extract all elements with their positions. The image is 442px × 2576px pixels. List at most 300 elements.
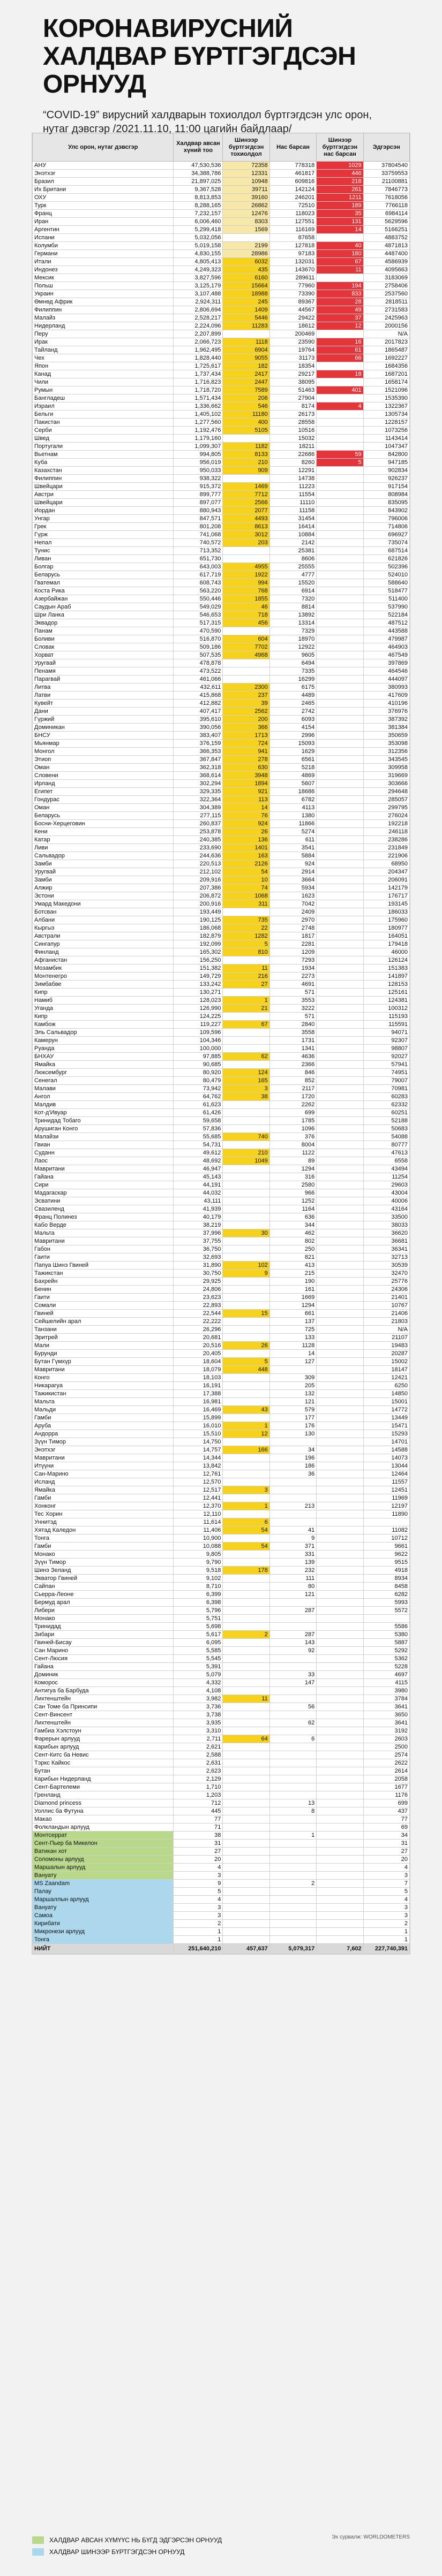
table-row — [33, 611, 410, 619]
country-cell: Тажикстан — [33, 1270, 174, 1278]
new-deaths-cell — [317, 1671, 363, 1679]
new-cases-cell — [223, 1294, 269, 1302]
country-cell: Свазиленд — [33, 1205, 174, 1213]
new-deaths-cell — [317, 595, 363, 603]
new-deaths-cell — [317, 1711, 363, 1719]
country-cell: Замби — [33, 876, 174, 884]
recovered-cell: 164051 — [363, 932, 409, 940]
cases-cell: 220,513 — [174, 860, 223, 868]
table-row — [33, 1189, 410, 1197]
new-cases-cell: 30 — [223, 1229, 269, 1237]
recovered-cell: 69 — [363, 1823, 409, 1832]
recovered-cell: 1176 — [363, 1791, 409, 1799]
new-deaths-cell — [317, 732, 363, 740]
deaths-cell: 142124 — [269, 186, 316, 194]
new-deaths-cell: 40 — [317, 242, 363, 250]
cases-cell: 5,545 — [174, 1655, 223, 1663]
deaths-cell: 18354 — [269, 362, 316, 370]
cases-cell: 57,836 — [174, 1125, 223, 1133]
country-cell: Лихтенштейн — [33, 1695, 174, 1703]
new-deaths-cell — [317, 1270, 363, 1278]
country-cell: Бурунди — [33, 1350, 174, 1358]
recovered-cell: 4871813 — [363, 242, 409, 250]
deaths-cell: 1164 — [269, 1205, 316, 1213]
table-row — [33, 1542, 410, 1551]
deaths-cell: 371 — [269, 1542, 316, 1551]
table-row — [33, 1711, 410, 1719]
country-cell: Аруба — [33, 1422, 174, 1430]
deaths-cell: 1785 — [269, 1117, 316, 1125]
recovered-cell: 238286 — [363, 836, 409, 844]
new-cases-cell: 28986 — [223, 250, 269, 258]
new-deaths-cell — [317, 1205, 363, 1213]
country-cell: Доминик — [33, 1671, 174, 1679]
country-cell: Монако — [33, 1615, 174, 1623]
new-deaths-cell — [317, 635, 363, 643]
cases-cell: 133,242 — [174, 981, 223, 989]
table-row — [33, 1165, 410, 1173]
new-deaths-cell — [317, 1382, 363, 1390]
new-deaths-cell — [317, 1510, 363, 1518]
cases-cell: 4 — [174, 1896, 223, 1904]
table-row — [33, 1599, 410, 1607]
cases-cell: 713,352 — [174, 547, 223, 555]
table-row — [33, 1045, 410, 1053]
new-deaths-cell — [317, 667, 363, 675]
country-cell: Бермуд арал — [33, 1599, 174, 1607]
deaths-cell: 127818 — [269, 242, 316, 250]
recovered-cell: 5166251 — [363, 226, 409, 234]
new-cases-cell: 2 — [223, 1631, 269, 1639]
new-deaths-cell — [317, 362, 363, 370]
deaths-cell — [269, 1518, 316, 1526]
country-cell: Кипр — [33, 989, 174, 997]
deaths-cell: 77960 — [269, 282, 316, 290]
cases-cell: 847,571 — [174, 515, 223, 523]
new-cases-cell: 39160 — [223, 194, 269, 202]
cases-cell: 546,653 — [174, 611, 223, 619]
cases-cell: 5,032,056 — [174, 234, 223, 242]
new-cases-cell — [223, 1623, 269, 1631]
recovered-cell: 2500 — [363, 1743, 409, 1751]
new-deaths-cell — [317, 1093, 363, 1101]
table-row — [33, 635, 410, 643]
new-cases-cell: 5446 — [223, 314, 269, 322]
country-cell: Ботсван — [33, 908, 174, 916]
country-cell: Хорват — [33, 651, 174, 659]
cases-cell: 30,750 — [174, 1270, 223, 1278]
recovered-cell: 843902 — [363, 507, 409, 515]
new-cases-cell: 26862 — [223, 202, 269, 210]
new-deaths-cell — [317, 1478, 363, 1486]
cases-cell: 2,066,723 — [174, 338, 223, 346]
table-row — [33, 1302, 410, 1310]
deaths-cell: 44567 — [269, 306, 316, 314]
country-cell: Ливи — [33, 844, 174, 852]
new-cases-cell: 15 — [223, 1310, 269, 1318]
new-deaths-cell — [317, 1173, 363, 1181]
deaths-cell: 462 — [269, 1229, 316, 1237]
recovered-cell: 40006 — [363, 1197, 409, 1205]
cases-cell: 12,110 — [174, 1510, 223, 1518]
new-cases-cell — [223, 1197, 269, 1205]
new-deaths-cell — [317, 1623, 363, 1631]
deaths-cell: 31173 — [269, 354, 316, 362]
country-cell: Мозамбик — [33, 964, 174, 972]
table-row — [33, 226, 410, 234]
table-row — [33, 483, 410, 491]
country-cell: Сейшелийн арал — [33, 1318, 174, 1326]
new-cases-cell — [223, 1848, 269, 1856]
deaths-cell: 11158 — [269, 507, 316, 515]
cases-cell: 651,730 — [174, 555, 223, 563]
table-row — [33, 1615, 410, 1623]
new-cases-cell — [223, 435, 269, 443]
cases-cell: 109,596 — [174, 1029, 223, 1037]
country-cell: Чили — [33, 378, 174, 386]
new-cases-cell — [223, 1647, 269, 1655]
deaths-cell: 22686 — [269, 451, 316, 459]
cases-cell: 2,224,096 — [174, 322, 223, 330]
new-cases-cell: 7589 — [223, 386, 269, 394]
table-row — [33, 876, 410, 884]
recovered-cell: 2425963 — [363, 314, 409, 322]
new-cases-cell: 136 — [223, 836, 269, 844]
new-cases-cell — [223, 989, 269, 997]
cases-cell: 1,277,560 — [174, 419, 223, 427]
new-deaths-cell — [317, 611, 363, 619]
country-cell: Гамбиа Хэлстоун — [33, 1727, 174, 1735]
new-cases-cell: 200 — [223, 716, 269, 724]
country-cell: Сингапур — [33, 940, 174, 948]
new-deaths-cell — [317, 1470, 363, 1478]
table-row — [33, 170, 410, 178]
deaths-cell: 51463 — [269, 386, 316, 394]
recovered-cell: 15471 — [363, 1422, 409, 1430]
cases-cell: 478,878 — [174, 659, 223, 667]
deaths-cell: 31454 — [269, 515, 316, 523]
new-deaths-cell — [317, 796, 363, 804]
new-deaths-cell — [317, 844, 363, 852]
recovered-cell: 141897 — [363, 972, 409, 981]
new-cases-cell — [223, 1799, 269, 1807]
table-row — [33, 1783, 410, 1791]
cases-cell: 322,364 — [174, 796, 223, 804]
table-row — [33, 1872, 410, 1880]
cases-cell: 22,893 — [174, 1302, 223, 1310]
new-deaths-cell — [317, 627, 363, 635]
country-cell: Исланд — [33, 1478, 174, 1486]
new-deaths-cell — [317, 1294, 363, 1302]
cases-cell: 549,029 — [174, 603, 223, 611]
table-row — [33, 748, 410, 756]
recovered-cell: 1 — [363, 1936, 409, 1944]
table-row — [33, 989, 410, 997]
cases-cell: 38 — [174, 1832, 223, 1840]
new-deaths-cell — [317, 234, 363, 242]
table-row — [33, 1318, 410, 1326]
table-row — [33, 1278, 410, 1286]
cases-cell: 165,302 — [174, 948, 223, 956]
table-row — [33, 812, 410, 820]
new-deaths-cell — [317, 1872, 363, 1880]
cases-cell: 8,288,165 — [174, 202, 223, 210]
table-row — [33, 828, 410, 836]
new-cases-cell — [223, 1743, 269, 1751]
country-cell: Иран — [33, 218, 174, 226]
table-row — [33, 1286, 410, 1294]
country-cell: Португали — [33, 443, 174, 451]
recovered-cell: 735074 — [363, 539, 409, 547]
new-deaths-cell — [317, 1326, 363, 1334]
cases-cell: 1,571,434 — [174, 394, 223, 402]
new-deaths-cell — [317, 1880, 363, 1888]
country-cell: Словени — [33, 772, 174, 780]
recovered-cell: 46000 — [363, 948, 409, 956]
table-row — [33, 820, 410, 828]
deaths-cell: 18686 — [269, 788, 316, 796]
table-row — [33, 619, 410, 627]
cases-cell: 233,690 — [174, 844, 223, 852]
new-cases-cell: 54 — [223, 1542, 269, 1551]
table-row — [33, 242, 410, 250]
country-cell: Иордан — [33, 507, 174, 515]
new-cases-cell — [223, 1663, 269, 1671]
country-cell: Гвиней-Бисау — [33, 1639, 174, 1647]
table-row — [33, 547, 410, 555]
recovered-cell: 29603 — [363, 1181, 409, 1189]
new-cases-cell: 182 — [223, 362, 269, 370]
new-cases-cell — [223, 234, 269, 242]
recovered-cell: 380993 — [363, 683, 409, 692]
new-deaths-cell — [317, 378, 363, 386]
new-cases-cell: 1922 — [223, 571, 269, 579]
country-cell: Мавритани — [33, 1454, 174, 1462]
new-deaths-cell — [317, 884, 363, 892]
cases-cell: 24,806 — [174, 1286, 223, 1294]
recovered-cell: 175960 — [363, 916, 409, 924]
new-deaths-cell — [317, 1358, 363, 1366]
deaths-cell: 139 — [269, 1559, 316, 1567]
country-cell: Казахстан — [33, 467, 174, 475]
table-row — [33, 692, 410, 700]
deaths-cell: 6914 — [269, 587, 316, 595]
new-deaths-cell — [317, 1502, 363, 1510]
new-deaths-cell — [317, 692, 363, 700]
cases-cell: 6,006,460 — [174, 218, 223, 226]
recovered-cell: 6984114 — [363, 210, 409, 218]
new-deaths-cell — [317, 1807, 363, 1815]
recovered-cell: 5887 — [363, 1639, 409, 1647]
recovered-cell: N/A — [363, 1326, 409, 1334]
new-deaths-cell — [317, 1334, 363, 1342]
recovered-cell: 3 — [363, 1904, 409, 1912]
recovered-cell: 1143414 — [363, 435, 409, 443]
cases-cell: 14,750 — [174, 1438, 223, 1446]
recovered-cell: 8934 — [363, 1575, 409, 1583]
cases-cell: 1,203 — [174, 1791, 223, 1799]
recovered-cell: 30539 — [363, 1262, 409, 1270]
cases-cell: 11,406 — [174, 1526, 223, 1534]
new-cases-cell — [223, 1117, 269, 1125]
country-cell: Гренланд — [33, 1791, 174, 1799]
new-deaths-cell — [317, 1864, 363, 1872]
new-deaths-cell — [317, 1462, 363, 1470]
cases-cell: 3,736 — [174, 1703, 223, 1711]
cases-cell: 6,399 — [174, 1591, 223, 1599]
new-deaths-cell: 66 — [317, 354, 363, 362]
new-cases-cell: 448 — [223, 1366, 269, 1374]
country-cell: Мавритани — [33, 1165, 174, 1173]
country-cell: Сент-Люсия — [33, 1655, 174, 1663]
cases-cell: 376,159 — [174, 740, 223, 748]
cases-cell: 1,179,160 — [174, 435, 223, 443]
new-deaths-cell — [317, 1679, 363, 1687]
country-cell: Малайзи — [33, 1133, 174, 1141]
new-cases-cell: 3948 — [223, 772, 269, 780]
cases-cell: 32,693 — [174, 1253, 223, 1262]
recovered-cell: 21401 — [363, 1294, 409, 1302]
deaths-cell: 92 — [269, 1647, 316, 1655]
country-cell: Конго — [33, 1374, 174, 1382]
cases-cell: 5,019,158 — [174, 242, 223, 250]
deaths-cell: 13892 — [269, 611, 316, 619]
cases-cell: 26,296 — [174, 1326, 223, 1334]
new-deaths-cell — [317, 1374, 363, 1382]
cases-cell: 801,208 — [174, 523, 223, 531]
country-cell: Лаос — [33, 1157, 174, 1165]
recovered-cell: 696927 — [363, 531, 409, 539]
new-cases-cell: 12476 — [223, 210, 269, 218]
new-cases-cell — [223, 1880, 269, 1888]
recovered-cell: 511400 — [363, 595, 409, 603]
country-cell: Грек — [33, 523, 174, 531]
new-deaths-cell — [317, 1703, 363, 1711]
deaths-cell: 1128 — [269, 1342, 316, 1350]
recovered-cell: 52188 — [363, 1117, 409, 1125]
country-cell: Андорра — [33, 1430, 174, 1438]
new-deaths-cell — [317, 419, 363, 427]
recovered-cell: 32713 — [363, 1253, 409, 1262]
new-cases-cell — [223, 1350, 269, 1358]
deaths-cell: 2 — [269, 1880, 316, 1888]
new-deaths-cell: 37 — [317, 314, 363, 322]
table-row — [33, 1374, 410, 1382]
country-cell: Люксембург — [33, 1069, 174, 1077]
cases-cell: 77 — [174, 1815, 223, 1823]
deaths-cell: 821 — [269, 1253, 316, 1262]
new-cases-cell: 113 — [223, 796, 269, 804]
recovered-cell: 3641 — [363, 1703, 409, 1711]
deaths-cell: 1629 — [269, 748, 316, 756]
table-row — [33, 788, 410, 796]
new-deaths-cell — [317, 1823, 363, 1832]
table-row — [33, 234, 410, 242]
new-deaths-cell — [317, 435, 363, 443]
header — [0, 0, 442, 133]
country-cell: Кыргыз — [33, 924, 174, 932]
new-deaths-cell — [317, 1005, 363, 1013]
table-row — [33, 1759, 410, 1767]
table-row — [33, 595, 410, 603]
country-cell: Маршалын арлууд — [33, 1864, 174, 1872]
country-cell: Беларусь — [33, 812, 174, 820]
country-cell: Латви — [33, 692, 174, 700]
new-cases-cell: 1 — [223, 1502, 269, 1510]
deaths-cell: 97183 — [269, 250, 316, 258]
cases-cell: 2,129 — [174, 1775, 223, 1783]
deaths-cell: 10516 — [269, 427, 316, 435]
recovered-cell: 4918 — [363, 1567, 409, 1575]
table-row — [33, 1294, 410, 1302]
new-deaths-cell — [317, 1350, 363, 1358]
country-cell: Австрали — [33, 932, 174, 940]
deaths-cell — [269, 1687, 316, 1695]
new-cases-cell — [223, 1382, 269, 1390]
new-deaths-cell — [317, 724, 363, 732]
cases-cell: 44,191 — [174, 1181, 223, 1189]
table-row — [33, 250, 410, 258]
deaths-cell: 376 — [269, 1133, 316, 1141]
country-cell: Гвиней — [33, 1310, 174, 1318]
country-cell: Никарагуа — [33, 1382, 174, 1390]
new-deaths-cell — [317, 836, 363, 844]
new-deaths-cell — [317, 1567, 363, 1575]
new-deaths-cell: 49 — [317, 306, 363, 314]
new-cases-cell: 11180 — [223, 411, 269, 419]
country-cell: Монгол — [33, 748, 174, 756]
table-row — [33, 1551, 410, 1559]
cases-cell: 48,692 — [174, 1157, 223, 1165]
deaths-cell: 73390 — [269, 290, 316, 298]
new-cases-cell — [223, 1719, 269, 1727]
legend-label-land: ХАЛДВАР АВСАН ХҮМҮҮС НЬ БҮГД ЭДГЭРСЭН ОРНУУД — [49, 2536, 222, 2544]
new-cases-cell: 921 — [223, 788, 269, 796]
deaths-cell: 2970 — [269, 916, 316, 924]
legend-swatch-blue — [32, 2548, 44, 2556]
new-cases-cell: 64 — [223, 1735, 269, 1743]
country-cell: Дани — [33, 708, 174, 716]
cases-cell: 207,386 — [174, 884, 223, 892]
cases-cell: 2,621 — [174, 1743, 223, 1751]
deaths-cell — [269, 1711, 316, 1719]
country-cell: Болгар — [33, 563, 174, 571]
recovered-cell: 10712 — [363, 1534, 409, 1542]
country-cell: Польш — [33, 282, 174, 290]
country-cell: Тайланд — [33, 346, 174, 354]
cases-cell: 383,407 — [174, 732, 223, 740]
cases-cell: 9,367,528 — [174, 186, 223, 194]
table-row — [33, 1310, 410, 1318]
deaths-cell: 1623 — [269, 892, 316, 900]
recovered-cell: 11254 — [363, 1173, 409, 1181]
new-cases-cell — [223, 1205, 269, 1213]
new-deaths-cell — [317, 1157, 363, 1165]
cases-cell: 880,943 — [174, 507, 223, 515]
recovered-cell: 94071 — [363, 1029, 409, 1037]
new-cases-cell: 1569 — [223, 226, 269, 234]
cases-cell: 6,095 — [174, 1639, 223, 1647]
country-cell: ОХУ — [33, 194, 174, 202]
recovered-cell: 4586939 — [363, 258, 409, 266]
deaths-cell: 232 — [269, 1567, 316, 1575]
deaths-cell: 5884 — [269, 852, 316, 860]
new-cases-cell: 1855 — [223, 595, 269, 603]
recovered-cell: 1535390 — [363, 394, 409, 402]
recovered-cell: 319669 — [363, 772, 409, 780]
new-cases-cell — [223, 1213, 269, 1221]
table-row — [33, 1125, 410, 1133]
